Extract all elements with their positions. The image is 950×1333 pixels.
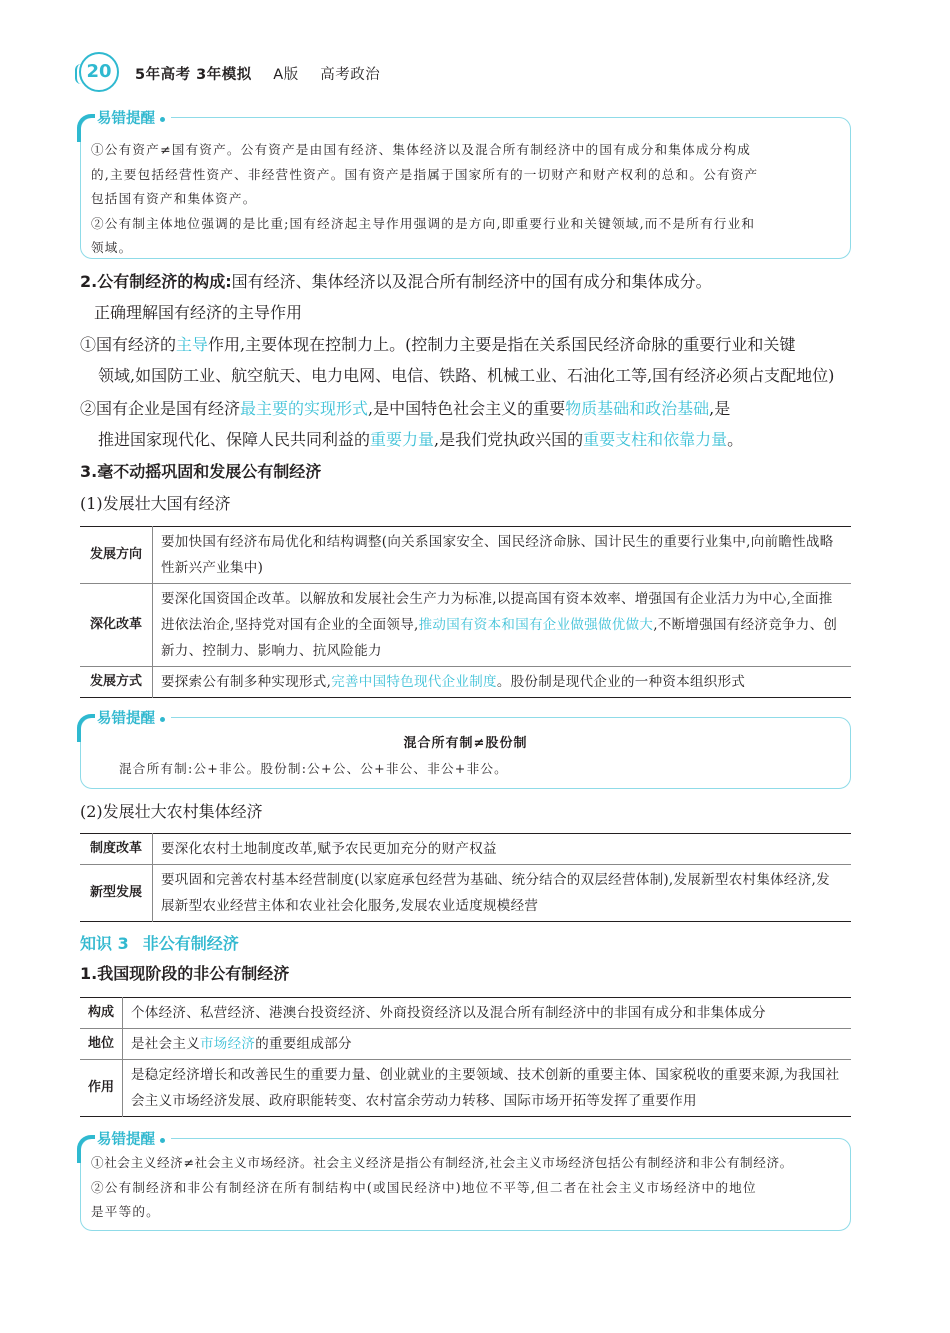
book-name: 5年高考 3年模拟 (135, 67, 252, 83)
paragraph-line: 领域,如国防工业、航空航天、电力电网、电信、铁路、机械工业、石油化工等,国有经济必须占支配地位) (98, 366, 835, 385)
subsection-2-title: (2)发展壮大农村集体经济 (80, 802, 263, 821)
subheading: 正确理解国有经济的主导作用 (94, 303, 303, 322)
row-head: 新型发展 (80, 865, 153, 922)
table-row (80, 584, 851, 667)
paragraph-line (80, 329, 795, 360)
note-title: 混合所有制≠股份制 (403, 736, 528, 751)
edition: A版 (273, 67, 299, 83)
note-line: 领域。 (91, 240, 133, 255)
text: 。 (727, 430, 744, 449)
row-head: 制度改革 (80, 834, 153, 865)
section-3-title: 3.毫不动摇巩固和发展公有制经济 (80, 462, 322, 481)
text: 要深化国资国企改革。以解放和发展社会生产力为标准,以提高国有资本效率、增强国有企业活力为中心,全面推进依法治企,坚持党对国有企业的全面领导, (161, 591, 833, 633)
knowledge-label: 知识 3 (80, 934, 129, 953)
section-text: 国有经济、集体经济以及混合所有制经济中的国有成分和集体成分。 (231, 272, 712, 291)
state-economy-table (80, 526, 851, 698)
row-head: 深化改革 (80, 584, 153, 667)
highlight: 主导 (176, 335, 209, 354)
row-text: 是稳定经济增长和改善民生的重要力量、创业就业的主要领域、技术创新的重要主体、国家税收的重要来源,为我国社会主义市场经济发展、政府职能转变、农村富余劳动力转移、国际市场开拓等发挥了重要作用 (123, 1060, 852, 1117)
knowledge-title: 非公有制经济 (142, 934, 239, 953)
row-head: 构成 (80, 998, 123, 1029)
table-row (80, 865, 851, 922)
text: ,是 (709, 399, 731, 418)
row-head: 发展方向 (80, 527, 153, 584)
row-head: 发展方式 (80, 667, 153, 698)
row-text (153, 667, 852, 698)
highlight: 最主要的实现形式 (240, 399, 369, 418)
table-row (80, 834, 851, 865)
highlight: 完善中国特色现代企业制度 (331, 674, 497, 690)
knowledge-heading (80, 932, 253, 956)
row-head: 地位 (80, 1029, 123, 1060)
text: 。股份制是现代企业的一种资本组织形式 (496, 674, 746, 690)
note-line: 是平等的。 (91, 1204, 160, 1219)
error-reminder-box-1 (80, 111, 851, 259)
table-row (80, 998, 851, 1029)
text: 作用,主要体现在控制力上。(控制力主要是指在关系国民经济命脉的重要行业和关键 (208, 335, 796, 354)
text: ,是我们党执政兴国的 (434, 430, 584, 449)
text: ,是中国特色社会主义的重要 (368, 399, 566, 418)
row-text: 要巩固和完善农村基本经营制度(以家庭承包经营为基础、统分结合的双层经营体制),发展新型农村集体经济,发展新型农业经营主体和农业社会化服务,发展农业适度规模经营 (153, 865, 852, 922)
reminder-tag: 易错提醒 (95, 1128, 171, 1153)
paragraph-line (80, 393, 730, 424)
highlight: 物质基础和政治基础 (565, 399, 710, 418)
note-line: ①公有资产≠国有资产。公有资产是由国有经济、集体经济以及混合所有制经济中的国有成分和集体成分构成 (91, 142, 752, 157)
note-line: ①社会主义经济≠社会主义市场经济。社会主义经济是指公有制经济,社会主义市场经济包括公有制经济和非公有制经济。 (91, 1155, 793, 1170)
page-number: 20 (79, 52, 119, 92)
text: ②国有企业是国有经济 (80, 399, 241, 418)
note-line: 包括国有资产和集体资产。 (91, 191, 257, 206)
text: ,不断增强国有经济竞争力、创新力、控制力、影响力、抗风险能力 (161, 617, 838, 659)
note-line: 混合所有制:公+非公。股份制:公+公、公+非公、非公+非公。 (119, 760, 508, 776)
subsection-1-title: (1)发展壮大国有经济 (80, 494, 231, 513)
section-title: 1.我国现阶段的非公有制经济 (80, 964, 290, 983)
running-header (135, 63, 396, 84)
highlight: 市场经济 (200, 1036, 256, 1052)
table-row (80, 667, 851, 698)
error-reminder-box-2 (80, 711, 851, 789)
table-row (80, 527, 851, 584)
text: 要探索公有制多种实现形式, (161, 674, 332, 690)
section-title: 2.公有制经济的构成: (80, 272, 232, 291)
paragraph-line (98, 424, 743, 455)
table-row (80, 1029, 851, 1060)
error-reminder-box-3 (80, 1132, 851, 1231)
row-text: 要加快国有经济布局优化和结构调整(向关系国家安全、国民经济命脉、国计民生的重要行业集中,向前瞻性战略性新兴产业集中) (161, 534, 834, 576)
highlight: 推动国有资本和国有企业做强做优做大 (418, 617, 654, 633)
table-row (80, 1060, 851, 1117)
text: 推进国家现代化、保障人民共同利益的 (98, 430, 371, 449)
note-line: ②公有制经济和非公有制经济在所有制结构中(或国民经济中)地位不平等,但二者在社会主义市场经济中的地位 (91, 1179, 757, 1195)
text: ①国有经济的 (80, 335, 177, 354)
row-head: 作用 (80, 1060, 123, 1117)
subject: 高考政治 (320, 67, 381, 83)
highlight: 重要支柱和依靠力量 (583, 430, 728, 449)
text: 的重要组成部分 (255, 1036, 352, 1052)
note-line: ②公有制主体地位强调的是比重;国有经济起主导作用强调的是方向,即重要行业和关键领域,而不是所有行业和 (91, 215, 756, 231)
rural-economy-table (80, 833, 851, 922)
reminder-tag: 易错提醒 (95, 107, 171, 132)
text: 是社会主义 (131, 1036, 200, 1052)
row-text: 要深化农村土地制度改革,赋予农民更加充分的财产权益 (161, 841, 497, 857)
row-text (153, 584, 852, 667)
non-public-economy-table (80, 997, 851, 1117)
reminder-tag: 易错提醒 (95, 707, 171, 732)
note-line: 的,主要包括经营性资产、非经营性资产。国有资产是指属于国家所有的一切财产和财产权利的总和。公有资产 (91, 166, 759, 182)
row-text: 个体经济、私营经济、港澳台投资经济、外商投资经济以及混合所有制经济中的非国有成分和非集体成分 (131, 1005, 766, 1021)
highlight: 重要力量 (370, 430, 435, 449)
section-2-line (80, 266, 712, 297)
row-text (123, 1029, 852, 1060)
